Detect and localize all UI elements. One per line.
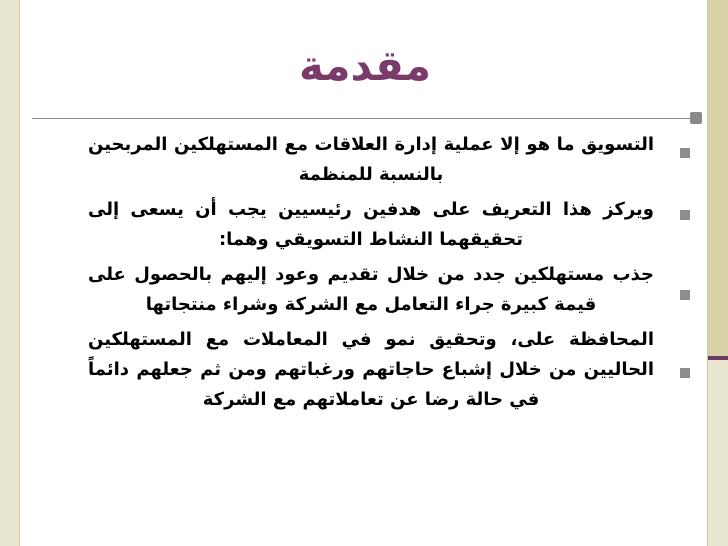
slide-title: مقدمة xyxy=(299,41,431,90)
right-band-accent xyxy=(708,356,728,360)
left-decorative-band xyxy=(0,0,20,546)
bullet-item-1: التسويق ما هو إلا عملية إدارة العلاقات مع المستهلكين المربحين بالنسبة للمنظمة xyxy=(88,134,654,185)
slide-content xyxy=(88,130,654,420)
left-band-edge xyxy=(19,0,20,546)
right-band-dark-segment xyxy=(708,0,728,356)
bullet-item-4: المحافظة على، وتحقيق نمو في المعاملات مع المستهلكين الحاليين من خلال إشباع حاجاتهم ورغباتهم ومن ثم جعلهم دائماً في حالة رضا عن تعاملاتهم مع الشركة xyxy=(88,329,654,410)
title-divider-end xyxy=(690,112,702,124)
bullet-item-3: جذب مستهلكين جدد من خلال تقديم وعود إليهم بالحصول على قيمة كبيرة جراء التعامل مع الشركة وشراء منتجاتها xyxy=(88,264,654,315)
square-bullet-icon xyxy=(680,368,690,378)
square-bullet-icon xyxy=(680,290,690,300)
title-divider xyxy=(32,118,698,119)
square-bullet-icon xyxy=(680,210,690,220)
right-band-edge xyxy=(707,0,708,546)
bullet-item-2: ويركز هذا التعريف على هدفين رئيسيين يجب أن يسعى إلى تحقيقهما النشاط التسويقي وهما: xyxy=(88,199,654,250)
square-bullet-icon xyxy=(680,148,690,158)
